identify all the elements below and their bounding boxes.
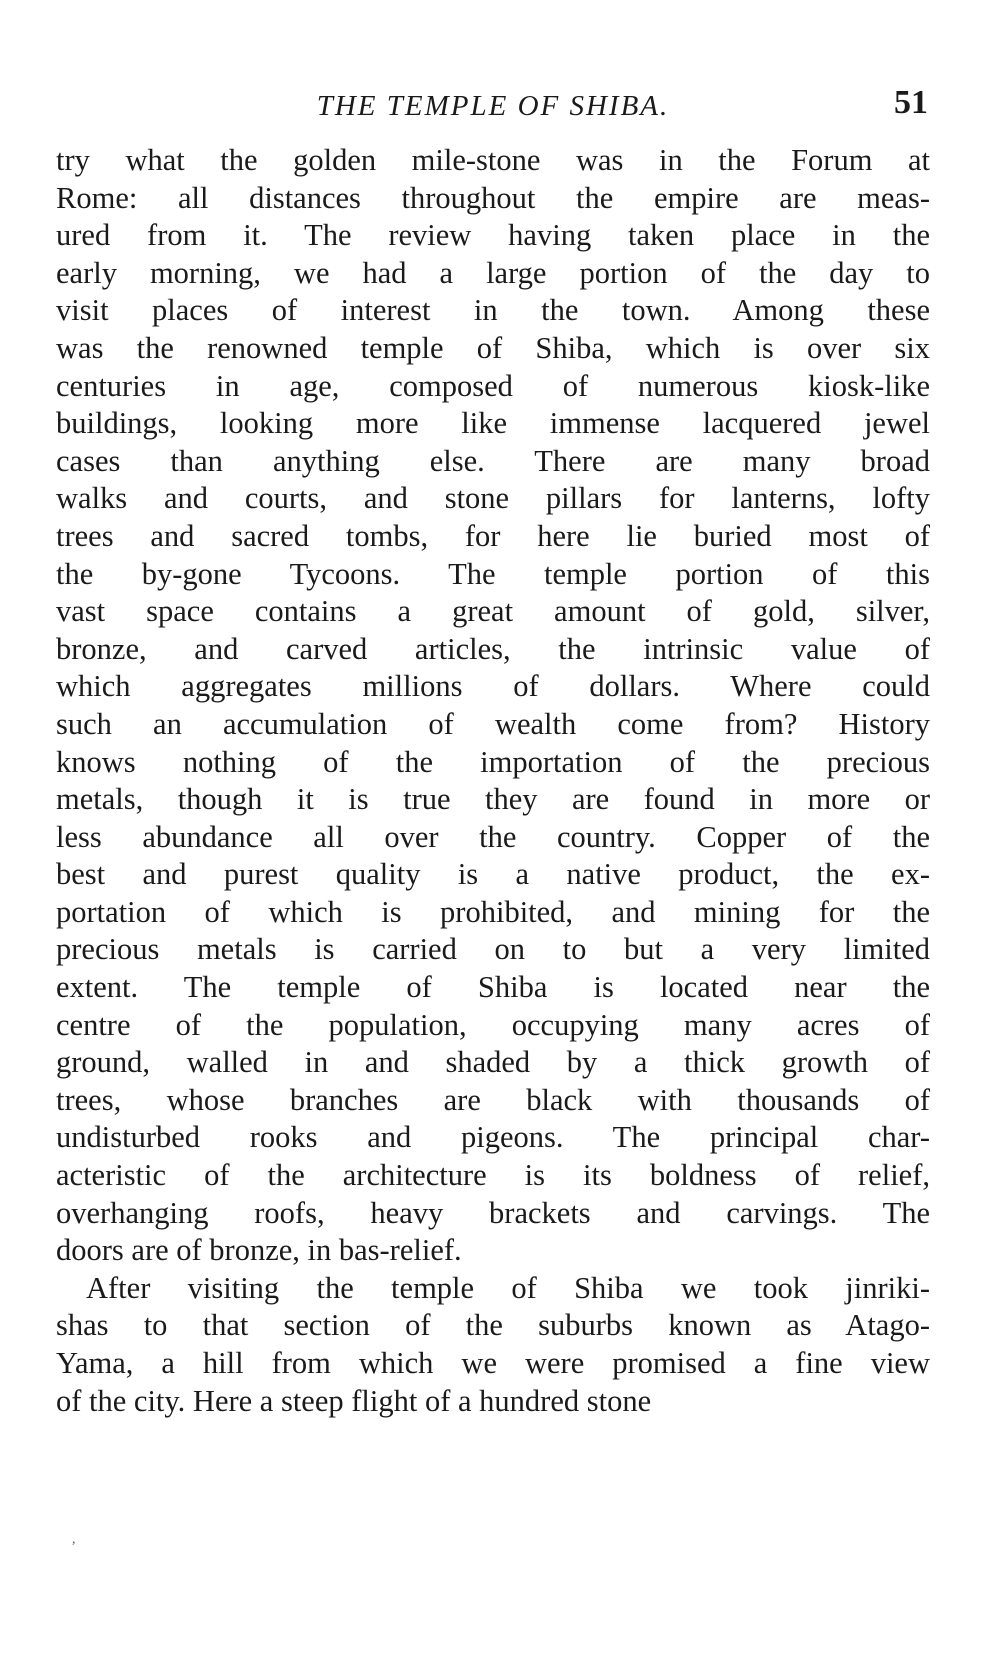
text-line: precious metals is carried on to but a very limited (56, 932, 930, 967)
text-line: was the renowned temple of Shiba, which is over six (56, 330, 930, 365)
text-line: centuries in age, composed of numerous kiosk-like (56, 368, 930, 403)
text-line: buildings, looking more like immense lacquered jewel (56, 406, 930, 441)
text-line: centre of the population, occupying many acres of (56, 1007, 930, 1042)
text-line: metals, though it is true they are found in more or (56, 782, 930, 817)
text-line: overhanging roofs, heavy brackets and carvings. The (56, 1195, 930, 1230)
text-line: such an accumulation of wealth come from? History (56, 706, 930, 741)
text-line: Rome: all distances throughout the empire are meas- (56, 180, 930, 215)
text-line: best and purest quality is a native product, the ex- (56, 857, 930, 892)
text-line: trees and sacred tombs, for here lie buried most of (56, 518, 930, 553)
text-line: undisturbed rooks and pigeons. The principal char- (56, 1120, 930, 1155)
page-header (56, 84, 930, 132)
text-line: extent. The temple of Shiba is located near the (56, 970, 930, 1005)
text-line: walks and courts, and stone pillars for lanterns, lofty (56, 481, 930, 516)
body-text (56, 142, 930, 1420)
text-line: ured from it. The review having taken place in the (56, 218, 930, 253)
text-line: early morning, we had a large portion of the day to (56, 255, 930, 290)
text-line: acteristic of the architecture is its boldness of relief, (56, 1158, 930, 1193)
text-line: which aggregates millions of dollars. Where could (56, 669, 930, 704)
text-line: vast space contains a great amount of gold, silver, (56, 594, 930, 629)
text-line: cases than anything else. There are many broad (56, 443, 930, 478)
text-line: the by-gone Tycoons. The temple portion of this (56, 556, 930, 591)
text-line: portation of which is prohibited, and mining for the (56, 894, 930, 929)
text-line: less abundance all over the country. Copper of the (56, 819, 930, 854)
page-number: 51 (894, 84, 928, 121)
paragraph (56, 1270, 930, 1420)
stray-mark: , (72, 1532, 76, 1547)
text-line: of the city. Here a steep flight of a hundred stone (56, 1383, 652, 1418)
text-line: visit places of interest in the town. Among these (56, 293, 930, 328)
text-line: doors are of bronze, in bas-relief. (56, 1233, 462, 1268)
text-line: trees, whose branches are black with thousands of (56, 1082, 930, 1117)
text-line: try what the golden mile-stone was in the Forum at (56, 143, 930, 177)
text-line: ground, walled in and shaded by a thick growth of (56, 1045, 930, 1080)
running-title: THE TEMPLE OF SHIBA. (316, 90, 670, 122)
text-line: bronze, and carved articles, the intrinsic value of (56, 631, 930, 666)
text-line: After visiting the temple of Shiba we took jinriki- (86, 1270, 930, 1305)
paragraph (56, 142, 930, 1270)
text-line: shas to that section of the suburbs known as Atago- (56, 1308, 930, 1343)
text-line: Yama, a hill from which we were promised a fine view (56, 1346, 930, 1380)
text-line: knows nothing of the importation of the precious (56, 744, 930, 779)
